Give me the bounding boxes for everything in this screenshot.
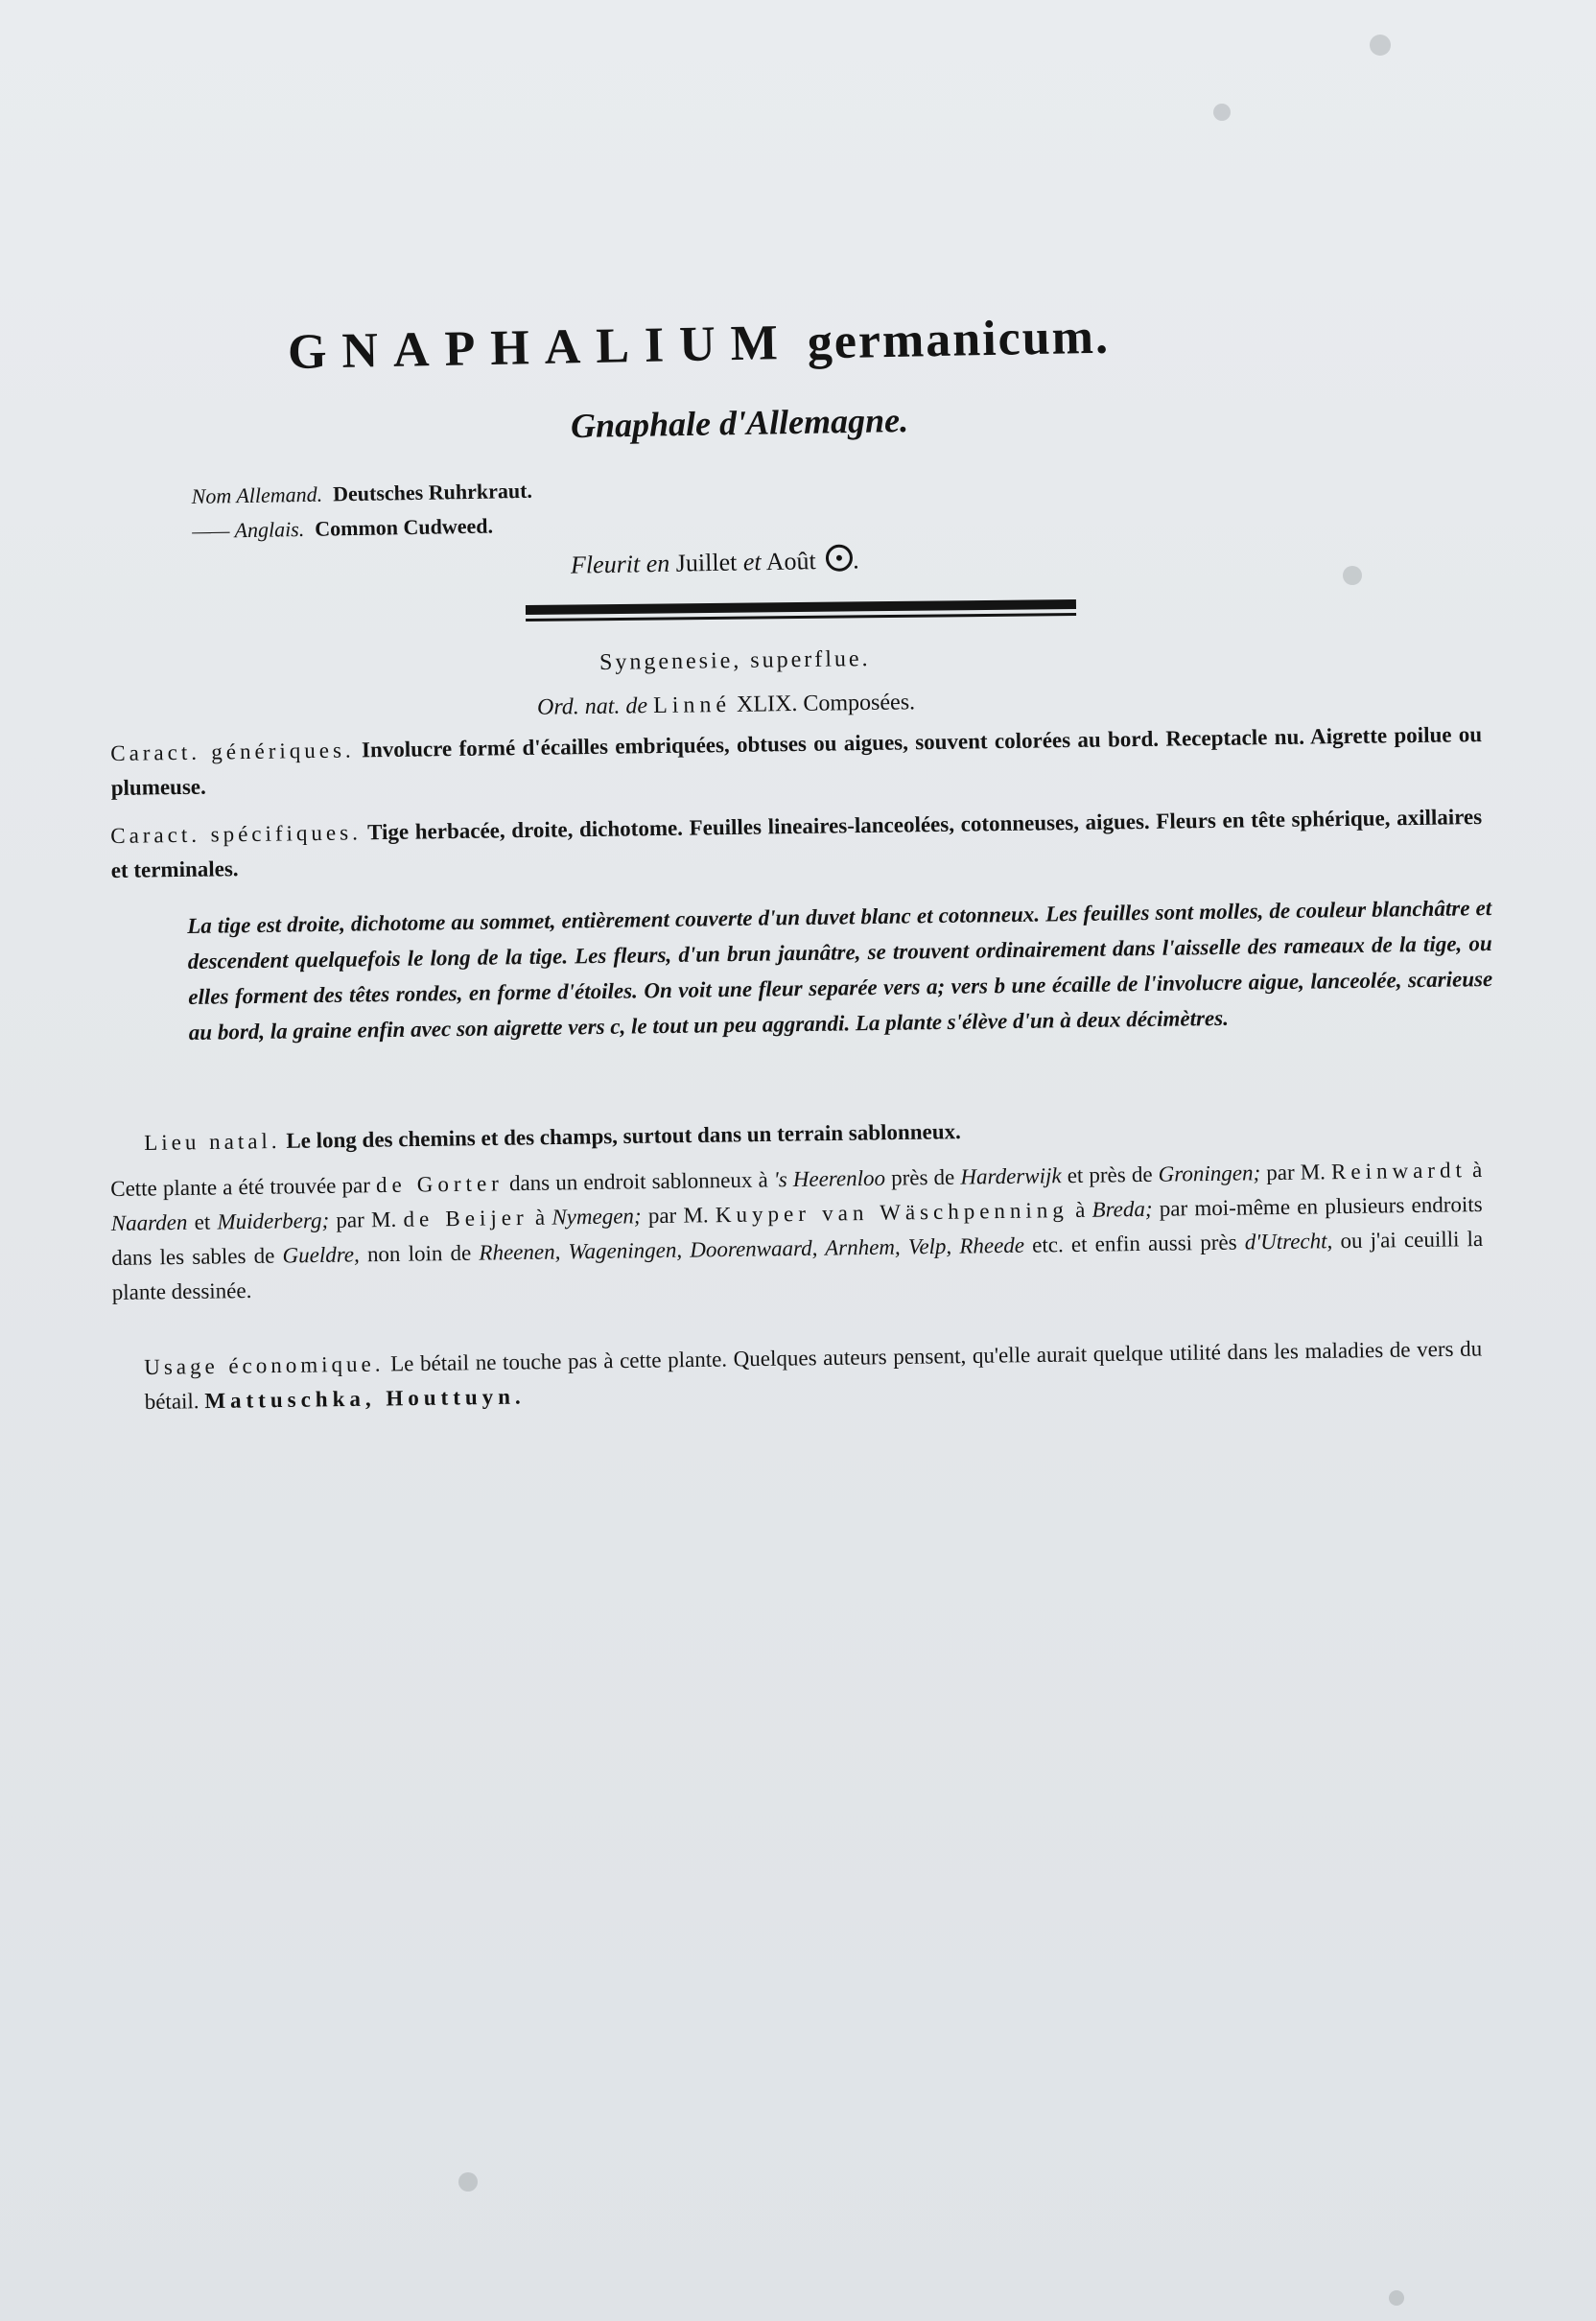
loc-text-13: non loin de [366,1240,472,1267]
specific-characters [110,800,1483,888]
loc-gueldre: Gueldre, [282,1242,360,1268]
flowering-month2: Août [765,547,816,576]
generic-text: Involucre formé d'écailles embriquées, obtuses ou aigues, souvent colorées au bord. Receptacle nu. Aigrette poilue ou plumeuse. [110,722,1483,800]
loc-text-15: ou j'ai ceuilli la plante dessinée. [111,1227,1484,1304]
loc-muiderberg: Muiderberg; [217,1207,330,1234]
flowering-label: Fleurit en [570,549,670,579]
specific-heading: Caract. spécifiques. [110,820,363,848]
usage-heading: Usage économique. [144,1351,385,1379]
loc-groningen: Groningen; [1158,1160,1261,1186]
page-subtitle: Gnaphale d'Allemagne. [570,400,909,446]
flowering-period: Fleurit en Juillet et Août . [570,546,859,579]
page-title [287,305,1285,381]
name-german-label: Nom Allemand. [191,481,323,509]
loc-text-9: à [534,1205,546,1230]
loc-text-7: et [194,1209,211,1234]
classification: Syngenesie, superflue. [598,646,871,675]
loc-breda: Breda; [1091,1196,1153,1222]
loc-text-3: près de [890,1164,955,1190]
usage-text: Le bétail ne touche pas à cette plante. Quelques auteurs pensent, qu'elle aurait quelque utilité dans les maladies de vers du bétail. [144,1336,1483,1414]
loc-gorter: de Gorter [375,1171,505,1198]
generic-characters [110,717,1483,806]
habitat [144,1108,1482,1160]
loc-beijer: de Beijer [403,1205,528,1231]
generic-heading: Caract. génériques. [110,738,355,765]
economic-usage [144,1332,1483,1419]
loc-kuyper: Kuyper van Wäschpenning [715,1198,1069,1228]
order-author: Linné [652,692,732,719]
name-german-value: Deutsches Ruhrkraut. [332,478,533,506]
name-english-value: Common Cudweed. [315,513,494,541]
name-english [192,508,533,549]
loc-text-5: par M. [1266,1160,1326,1185]
usage-authors: Mattuschka, Houttuyn. [204,1384,526,1414]
order-family: Composées. [803,690,916,716]
loc-naarden: Naarden [110,1209,188,1235]
loc-utrecht: d'Utrecht, [1244,1229,1333,1254]
annual-symbol-icon [826,544,853,571]
natural-order [537,690,915,720]
loc-text-12: par moi-même en plusieurs endroits dans les sables de [111,1192,1483,1270]
name-english-label: —— Anglais. [192,516,305,543]
order-prefix: Ord. nat. de [536,693,648,720]
title-species: germanicum. [807,309,1111,370]
habitat-heading: Lieu natal. [144,1129,281,1155]
loc-text-2: dans un endroit sablonneux à [508,1167,768,1196]
flowering-month1: Juillet [675,548,738,577]
loc-text-1: Cette plante a été trouvée par [110,1173,371,1201]
loc-text-4: et près de [1067,1161,1153,1188]
loc-heerenloo: 's Heerenloo [773,1165,886,1192]
loc-text-10: par M. [647,1203,709,1229]
flowering-conj: et [742,548,762,576]
loc-harderwijk: Harderwijk [960,1163,1062,1189]
loc-text-8: par M. [336,1207,397,1232]
loc-rheenen: Rheenen, Wageningen, Doorenwaard, Arnhem, Velp, Rheede [479,1232,1025,1265]
loc-text-11: à [1074,1197,1086,1222]
loc-text-6: à [1471,1158,1483,1183]
divider-rule [526,599,1076,621]
loc-text-14: etc. et enfin aussi près [1032,1230,1237,1257]
loc-reinwardt: Reinwardt [1330,1158,1467,1184]
title-genus: GNAPHALIUM [287,315,794,380]
plant-description: La tige est droite, dichotome au sommet, entièrement couverte d'un duvet blanc et cotonneux. Les feuilles sont molles, de couleur blanchâtre et descendent quelquefois le long de la tige. Les fleurs, d'un brun jaunâtre, se trouvent ordinairement dans l'aisselle des rameaux de la tige, ou elles forment des têtes rondes, en forme d'étoiles. On voit une fleur separée vers a; vers b une écaille de l'involucre aigue, lanceolée, scarieuse au bord, la graine enfin avec son aigrette vers c, le tout un peu aggrandi. La plante s'élève d'un à deux décimètres. [187,896,1493,1044]
locations [110,1153,1484,1310]
specific-text: Tige herbacée, droite, dichotome. Feuilles lineaires-lanceolées, cotonneuses, aigues. Fleurs en tête sphérique, axillaires et terminales. [110,805,1483,882]
name-german [191,474,532,514]
order-number: XLIX. [736,691,798,717]
habitat-text: Le long des chemins et des champs, surtout dans un terrain sablonneux. [286,1119,961,1153]
loc-nymegen: Nymegen; [552,1204,642,1230]
common-names [191,474,532,549]
